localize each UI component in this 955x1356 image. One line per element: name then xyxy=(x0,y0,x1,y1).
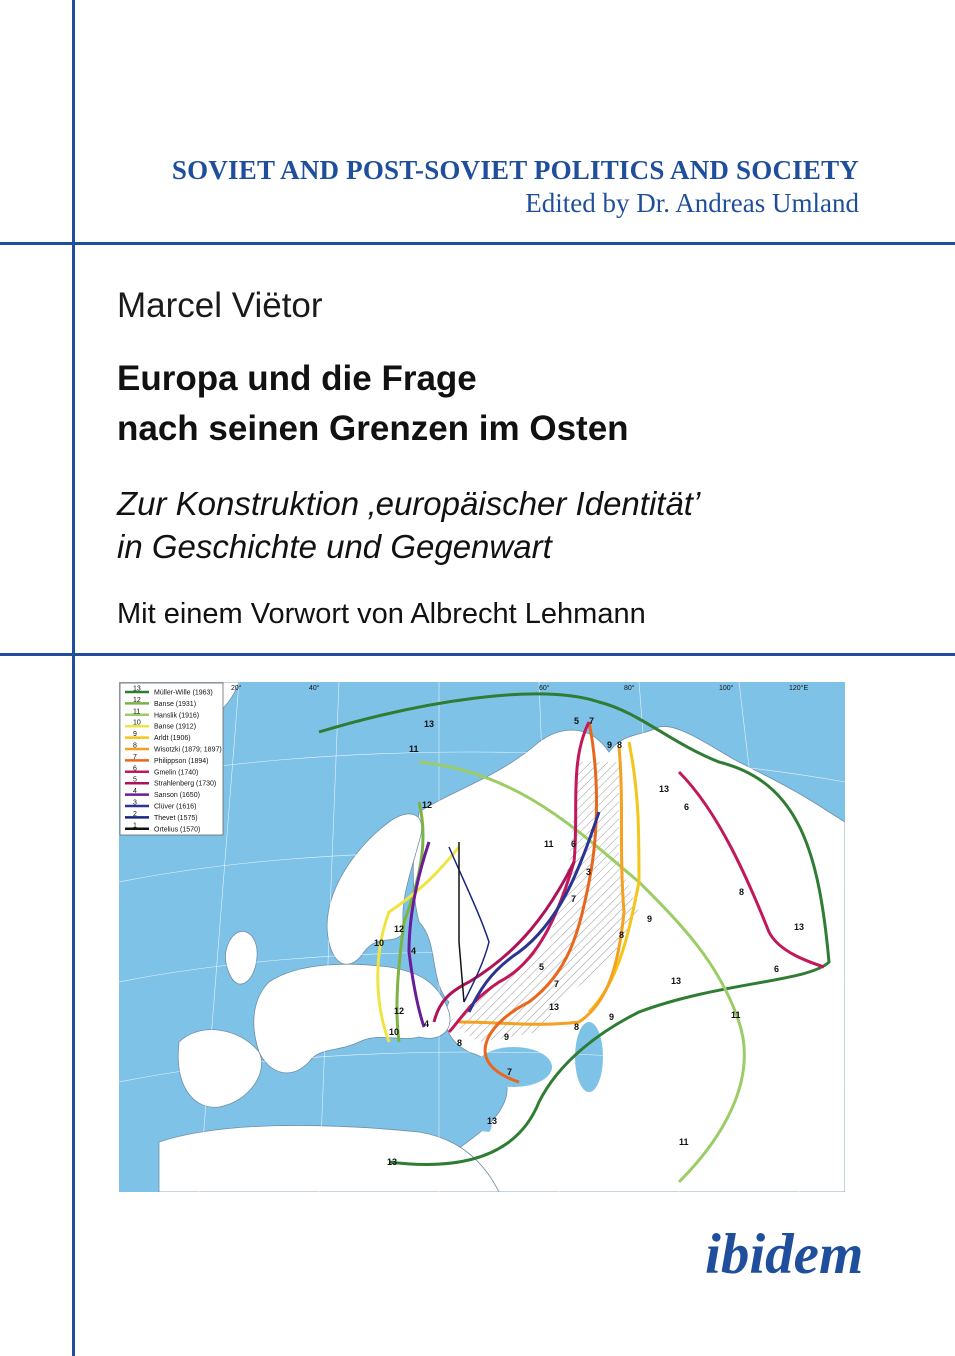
map-label-9c: 9 xyxy=(504,1032,510,1042)
legend-number: 12 xyxy=(133,696,141,704)
map-label-7d: 7 xyxy=(589,716,595,726)
map-label-10b: 10 xyxy=(389,1027,400,1037)
legend-number: 9 xyxy=(133,731,137,739)
subtitle-line-2: in Geschichte und Gegenwart xyxy=(117,528,552,565)
legend-number: 2 xyxy=(133,810,137,818)
map-label-9d: 9 xyxy=(607,740,613,750)
legend-label: Banse (1912) xyxy=(154,723,197,731)
left-rule xyxy=(72,0,75,1356)
book-subtitle xyxy=(117,482,700,568)
legend-label: Arldt (1906) xyxy=(154,735,191,743)
series-editor: Edited by Dr. Andreas Umland xyxy=(525,188,859,218)
map-caspian-sea xyxy=(575,1022,603,1092)
map-label-4b: 4 xyxy=(424,1019,430,1029)
legend-number: 3 xyxy=(133,799,137,807)
legend-label: Gmelin (1740) xyxy=(154,769,199,777)
legend-number: 1 xyxy=(133,822,137,830)
legend-label: Ortelius (1570) xyxy=(154,826,201,834)
legend-label: Wisotzki (1879; 1897) xyxy=(154,746,222,754)
legend-number: 8 xyxy=(133,742,137,750)
lon-label: 40° xyxy=(309,685,320,692)
map-label-13b: 13 xyxy=(659,784,670,794)
map-label-9b: 9 xyxy=(609,1012,615,1022)
legend-label: Müller-Wille (1963) xyxy=(154,689,213,697)
map-label-8e: 8 xyxy=(617,740,623,750)
map-label-5b: 5 xyxy=(574,716,580,726)
title-line-2: nach seinen Grenzen im Osten xyxy=(117,409,629,448)
map-label-8c: 8 xyxy=(574,1022,580,1032)
foreword-note: Mit einem Vorwort von Albrecht Lehmann xyxy=(117,598,646,630)
map-label-7c: 7 xyxy=(507,1067,513,1077)
map-label-13f: 13 xyxy=(487,1116,498,1126)
series-header xyxy=(172,155,859,219)
lon-label: 80° xyxy=(624,685,635,692)
map-label-13c: 13 xyxy=(794,922,805,932)
legend-number: 7 xyxy=(133,753,137,761)
map-label-11a: 11 xyxy=(409,744,419,754)
series-title: SOVIET AND POST-SOVIET POLITICS AND SOCIETY xyxy=(171,155,859,185)
map-label-8d: 8 xyxy=(457,1038,463,1048)
author-name: Marcel Viëtor xyxy=(117,286,323,325)
map-label-13a: 13 xyxy=(424,719,435,729)
lon-label: 20° xyxy=(231,685,242,692)
legend-label: Banse (1931) xyxy=(154,700,197,708)
legend-number: 11 xyxy=(133,708,141,716)
map-label-6c: 6 xyxy=(571,839,577,849)
map-label-12a: 12 xyxy=(422,800,433,810)
map-legend xyxy=(120,683,223,835)
subtitle-line-1: Zur Konstruktion ‚europäischer Identität’ xyxy=(117,485,701,522)
map-label-13g: 13 xyxy=(387,1157,398,1167)
legend-label: Sanson (1650) xyxy=(154,792,200,800)
legend-label: Hanslik (1916) xyxy=(154,712,200,720)
map-label-6a: 6 xyxy=(684,802,690,812)
map-label-12c: 12 xyxy=(394,1006,405,1016)
legend-number: 4 xyxy=(133,788,137,796)
lon-label: 100° xyxy=(719,685,734,692)
cover-map xyxy=(119,682,845,1192)
map-label-6b: 6 xyxy=(774,964,780,974)
lon-label: 120°E xyxy=(789,685,809,692)
map-label-11b: 11 xyxy=(731,1010,741,1020)
top-rule xyxy=(0,242,955,245)
map-label-5: 5 xyxy=(539,962,545,972)
legend-label: Thevet (1575) xyxy=(154,814,198,822)
legend-number: 13 xyxy=(133,685,141,693)
map-label-11c: 11 xyxy=(544,839,554,849)
map-label-13e: 13 xyxy=(549,1002,560,1012)
map-label-12b: 12 xyxy=(394,924,405,934)
publisher-logo: ibidem xyxy=(705,1223,864,1286)
title-line-1: Europa und die Frage xyxy=(117,359,477,398)
map-label-8b: 8 xyxy=(619,930,625,940)
legend-label: Clüver (1616) xyxy=(154,803,197,811)
lon-label: 60° xyxy=(539,685,550,692)
legend-label: Philippson (1894) xyxy=(154,757,209,765)
map-label-10a: 10 xyxy=(374,938,385,948)
map-label-4a: 4 xyxy=(411,946,417,956)
map-label-13d: 13 xyxy=(671,976,682,986)
map-label-8a: 8 xyxy=(739,887,745,897)
legend-number: 6 xyxy=(133,765,137,773)
map-label-3: 3 xyxy=(586,867,592,877)
legend-number: 5 xyxy=(133,776,137,784)
legend-number: 10 xyxy=(133,719,141,727)
map-label-9a: 9 xyxy=(647,914,653,924)
map-label-11d: 11 xyxy=(679,1137,689,1147)
middle-rule xyxy=(0,653,955,656)
map-label-7a: 7 xyxy=(571,894,577,904)
map-label-7b: 7 xyxy=(554,979,560,989)
legend-label: Strahlenberg (1730) xyxy=(154,780,217,788)
book-title xyxy=(117,354,629,454)
